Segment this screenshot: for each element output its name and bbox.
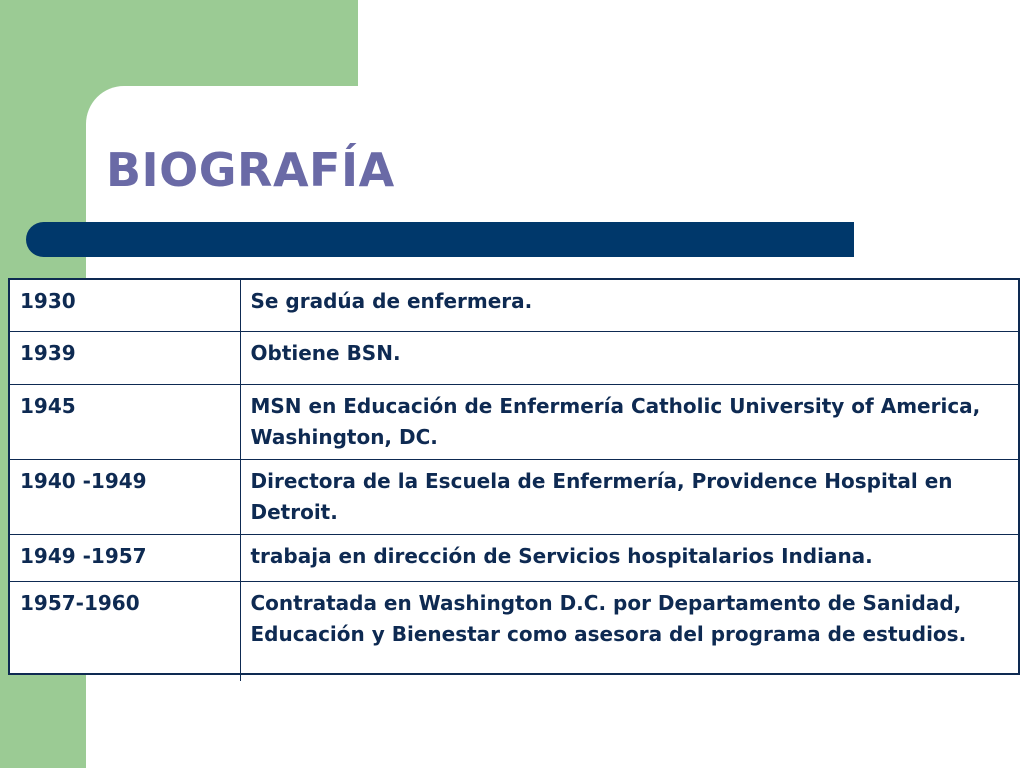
table-row (10, 384, 1018, 459)
table-row (10, 581, 1018, 681)
event-cell: Obtiene BSN. (240, 331, 1018, 384)
event-cell: Contratada en Washington D.C. por Departamento de Sanidad, Educación y Bienestar como asesora del programa de estudios. (240, 581, 1018, 681)
year-cell: 1940 -1949 (10, 459, 240, 534)
biography-table (8, 278, 1020, 675)
year-cell: 1930 (10, 280, 240, 331)
event-cell: Directora de la Escuela de Enfermería, Providence Hospital en Detroit. (240, 459, 1018, 534)
year-cell: 1939 (10, 331, 240, 384)
event-cell: trabaja en dirección de Servicios hospitalarios Indiana. (240, 534, 1018, 581)
table-row (10, 534, 1018, 581)
top-white-panel (358, 0, 1024, 100)
title-underline-bar (26, 222, 854, 257)
slide-title: BIOGRAFÍA (106, 143, 395, 197)
event-cell: Se gradúa de enfermera. (240, 280, 1018, 331)
year-cell: 1949 -1957 (10, 534, 240, 581)
table-row (10, 331, 1018, 384)
timeline-table (10, 280, 1018, 681)
year-cell: 1945 (10, 384, 240, 459)
table-row (10, 280, 1018, 331)
year-cell: 1957-1960 (10, 581, 240, 681)
table-row (10, 459, 1018, 534)
event-cell: MSN en Educación de Enfermería Catholic University of America, Washington, DC. (240, 384, 1018, 459)
